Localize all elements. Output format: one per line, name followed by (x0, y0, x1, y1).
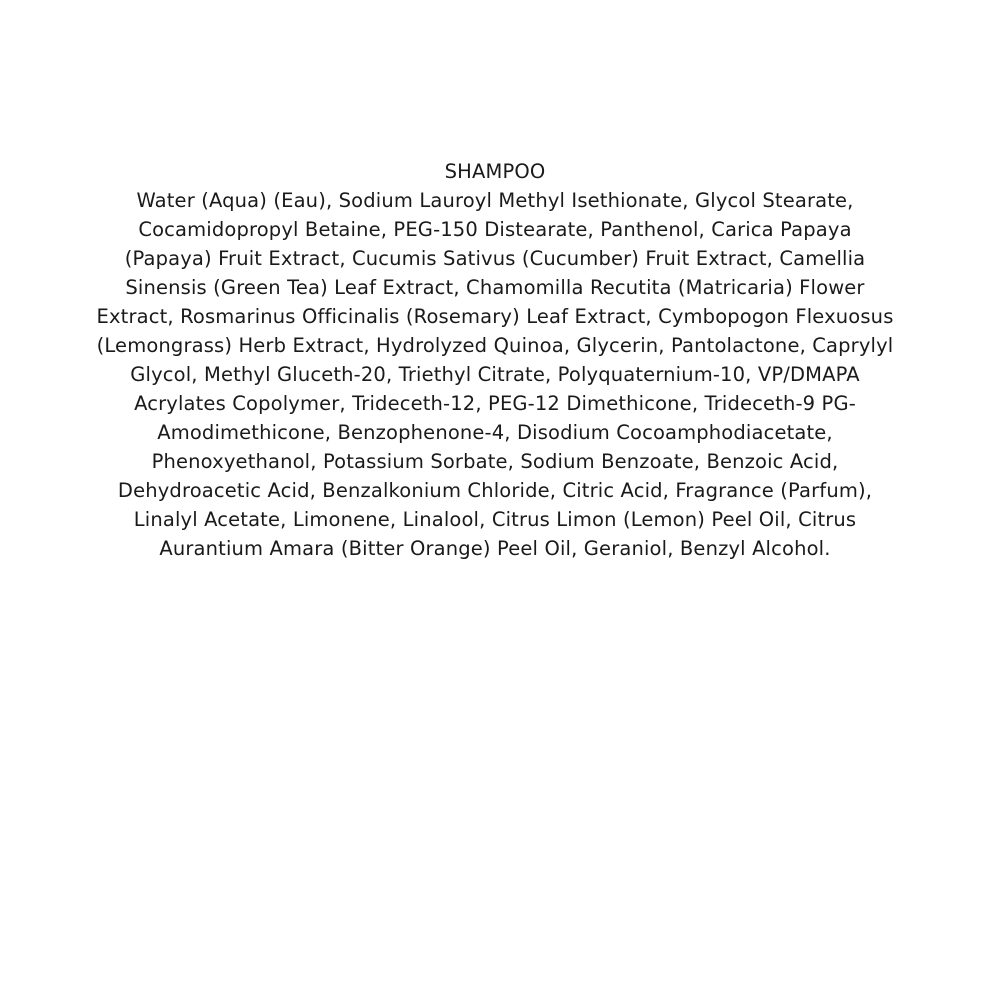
ingredients-list: Water (Aqua) (Eau), Sodium Lauroyl Methyl Isethionate, Glycol Stearate, Cocamidopropyl Betaine, PEG-150 Distearate, Panthenol, Carica Papaya (Papaya) Fruit Extract, Cucumis Sativus (Cucumber) Fruit Extract, Camellia Sinensis (Green Tea) Leaf Extract, Chamomilla Recutita (Matricaria) Flower Extract, Rosmarinus Officinalis (Rosemary) Leaf Extract, Cymbopogon Flexuosus (Lemongrass) Herb Extract, Hydrolyzed Quinoa, Glycerin, Pantolactone, Caprylyl Glycol, Methyl Gluceth-20, Triethyl Citrate, Polyquaternium-10, VP/DMAPA Acrylates Copolymer, Trideceth-12, PEG-12 Dimethicone, Trideceth-9 PG-Amodimethicone, Benzophenone-4, Disodium Cocoamphodiacetate, Phenoxyethanol, Potassium Sorbate, Sodium Benzoate, Benzoic Acid, Dehydroacetic Acid, Benzalkonium Chloride, Citric Acid, Fragrance (Parfum), Linalyl Acetate, Limonene, Linalool, Citrus Limon (Lemon) Peel Oil, Citrus Aurantium Amara (Bitter Orange) Peel Oil, Geraniol, Benzyl Alcohol. (96, 189, 894, 560)
product-title: SHAMPOO (444, 160, 546, 183)
ingredient-label (95, 157, 895, 563)
